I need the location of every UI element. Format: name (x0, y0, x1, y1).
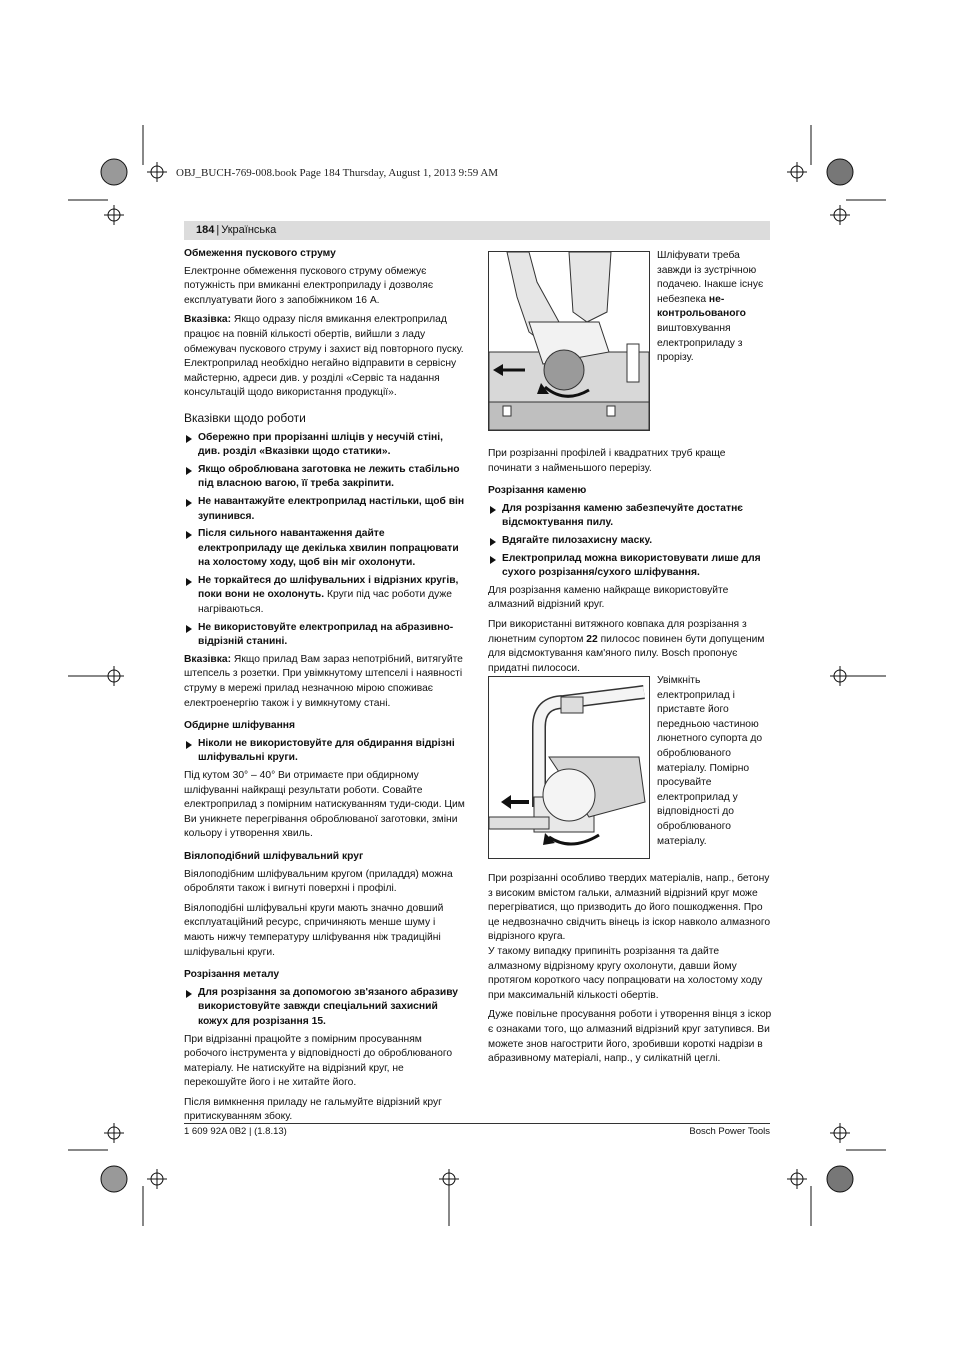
para-stone-2: При використанні витяжного ковпака для розрізання з люнетним супортом 22 пилосос повинен бути допущеним для відсмоктування кам'яного пилу. Bosch пропонує придатні пилососи. (488, 618, 765, 674)
para-stone-1: Для розрізання каменю найкраще використовуйте алмазний відрізний круг. (488, 584, 729, 611)
work-bullet: Якщо оброблювана заготовка не лежить стабільно під власною вагою, її треба закріпити. (184, 463, 466, 492)
para-flap-disc-2: Віялоподібні шліфувальні круги мають значно довший експлуатаційний ресурс, спричиняють менше шуму і мають нижчу температуру шліфування ніж традиційні шліфувальні круги. (184, 902, 444, 958)
heading-stone-cutting: Розрізання каменю (488, 485, 587, 497)
print-header: OBJ_BUCH-769-008.book Page 184 Thursday, August 1, 2013 9:59 AM (176, 167, 499, 179)
metal-bullet: Для розрізання за допомогою зв'язаного абразиву використовуйте завжди спеціальний захисний кожух для розрізання 15. (184, 986, 466, 1030)
page-number: 184 (196, 224, 215, 236)
header-separator: | (216, 224, 220, 236)
note-label: Вказівка: (184, 314, 232, 326)
footer-doc-number: 1 609 92A 0B2 | (1.8.13) (184, 1126, 287, 1137)
note-start-current (184, 313, 466, 401)
heading-rough-grinding: Обдирне шліфування (184, 720, 296, 732)
right-column-upper (488, 447, 772, 681)
para-start-current: Електронне обмеження пускового струму обмежує потужність при вмиканні електроприладу і дозволяє експлуатувати його з запобіжником 16 А. (184, 265, 434, 306)
figure-1-caption: Шліфувати треба завжди із зустрічною подачею. Інакше існує небезпека не-контрольованого виштовхування електроприладу з прорізу. (657, 250, 764, 364)
para-profiles: При розрізанні профілей і квадратних труб краще починати з найменьшого перерізу. (488, 448, 726, 474)
left-column (184, 247, 466, 1130)
stone-bullet: Вдягайте пилозахисну маску. (488, 534, 772, 549)
para-flap-disc-1: Віялоподібним шліфувальним кругом (приладдя) можна обробляти також і вигнуті поверхні і профілі. (184, 868, 453, 895)
heading-flap-disc: Віялоподібний шліфувальний круг (184, 850, 364, 862)
work-bullet: Не торкайтеся до шліфувальних і відрізних кругів, поки вони не охолонуть. Круги під час роботи дуже нагріваються. (184, 574, 466, 618)
para-metal-cutting-1: При відрізанні працюйте з помірним просуванням робочого інструмента у відповідності до оброблюваного матеріалу. Не натискуйте на відрізний круг, не перекошуйте його і не хитайте його. (184, 1033, 453, 1089)
header-language: Українська (221, 224, 277, 236)
figure-2-caption: Увімкніть електроприлад і приставте його передньою частиною люнетного супорта до оброблюваного матеріалу. Помірно просувайте електроприлад у відповідності до оброблюваного матеріалу. (657, 675, 763, 847)
footer-rule (184, 1123, 770, 1124)
para-hard-material-3: Дуже повільне просування роботи і утворення вінця з іскор є ознаками того, що алмазний відрізний круг затупився. Ви можете знов нагострити його, зробивши короткі надрізи в абразивному матеріалі, напр., у силікатній цеглі. (488, 1009, 772, 1065)
figure-stone-cutting (488, 676, 650, 859)
note-label: Вказівка: (184, 653, 232, 665)
stone-bullet: Для розрізання каменю забезпечуйте достатнє відсмоктування пилу. (488, 502, 772, 531)
page-header-bar (184, 221, 770, 240)
para-metal-cutting-2: Після вимкнення приладу не гальмуйте відрізний круг притискуванням збоку. (184, 1096, 442, 1123)
work-bullet: Не використовуйте електроприлад на абразивно-відрізній станині. (184, 621, 466, 650)
heading-work-instructions: Вказівки щодо роботи (184, 410, 306, 425)
work-bullet: Після сильного навантаження дайте електроприладу ще декілька хвилин попрацювати на холостому ходу, щоб він міг охолонути. (184, 527, 466, 571)
dust-extraction-illustration (489, 677, 649, 858)
para-hard-material-2: У такому випадку припиніть розрізання та дайте алмазному відрізному кругу охолонути, давши йому протягом короткого часу попрацювати на холостому ходу при максимальній кількості обертів. (488, 945, 763, 1001)
heading-start-current: Обмеження пускового струму (184, 248, 336, 259)
rough-bullet: Ніколи не використовуйте для обдирання відрізні шліфувальні круги. (184, 737, 466, 766)
figure-cutting-direction (488, 251, 650, 431)
note-text: Якщо одразу після вмикання електроприлад працює на повній кількості обертів, вийшли з ладу обмежувач пускового струму і захист від повторного пуску. Електроприлад необхідно негайно відправити в сервісну майстерню, адреси див. у розділі «Сервіс та надання консультацій щодо використання продукції». (184, 314, 464, 399)
work-bullet: Обережно при прорізанні шліців у несучій стіні, див. розділ «Вказівки щодо статики». (184, 431, 466, 460)
note-text: Якщо прилад Вам зараз непотрібний, витягуйте штепсель з розетки. При увімкнутому штепселі і наявності струму в мережі прилад незначною мірою споживає електроенергію також і у вимкнутому стані. (184, 653, 463, 709)
para-hard-material-1: При розрізанні особливо твердих матеріалів, напр., бетону з високим вмістом гальки, алмазний відрізний круг може перегріватися, що призводить до його пошкодження. Про це недвозначно свідчить вінець із іскор навколо алмазного відрізного круга. (488, 873, 771, 943)
work-bullet: Не навантажуйте електроприлад настільки, щоб він зупинився. (184, 495, 466, 524)
footer-brand: Bosch Power Tools (689, 1126, 770, 1137)
grinder-cutting-illustration (489, 252, 649, 430)
para-rough-grinding: Під кутом 30° – 40° Ви отримаєте при обдирному шліфуванні найкращі результати роботи. Совайте електроприлад з помірним натискуванням туди-сюди. Цим Ви уникнете перегрівання оброблюваної заготовки, зміни кольору і утворення хвиль. (184, 770, 465, 840)
stone-bullet: Електроприлад можна використовувати лише для сухого розрізання/сухого шліфування. (488, 552, 772, 581)
note-unplug (184, 653, 466, 711)
heading-metal-cutting: Розрізання металу (184, 969, 280, 981)
right-column-lower (488, 872, 772, 1072)
